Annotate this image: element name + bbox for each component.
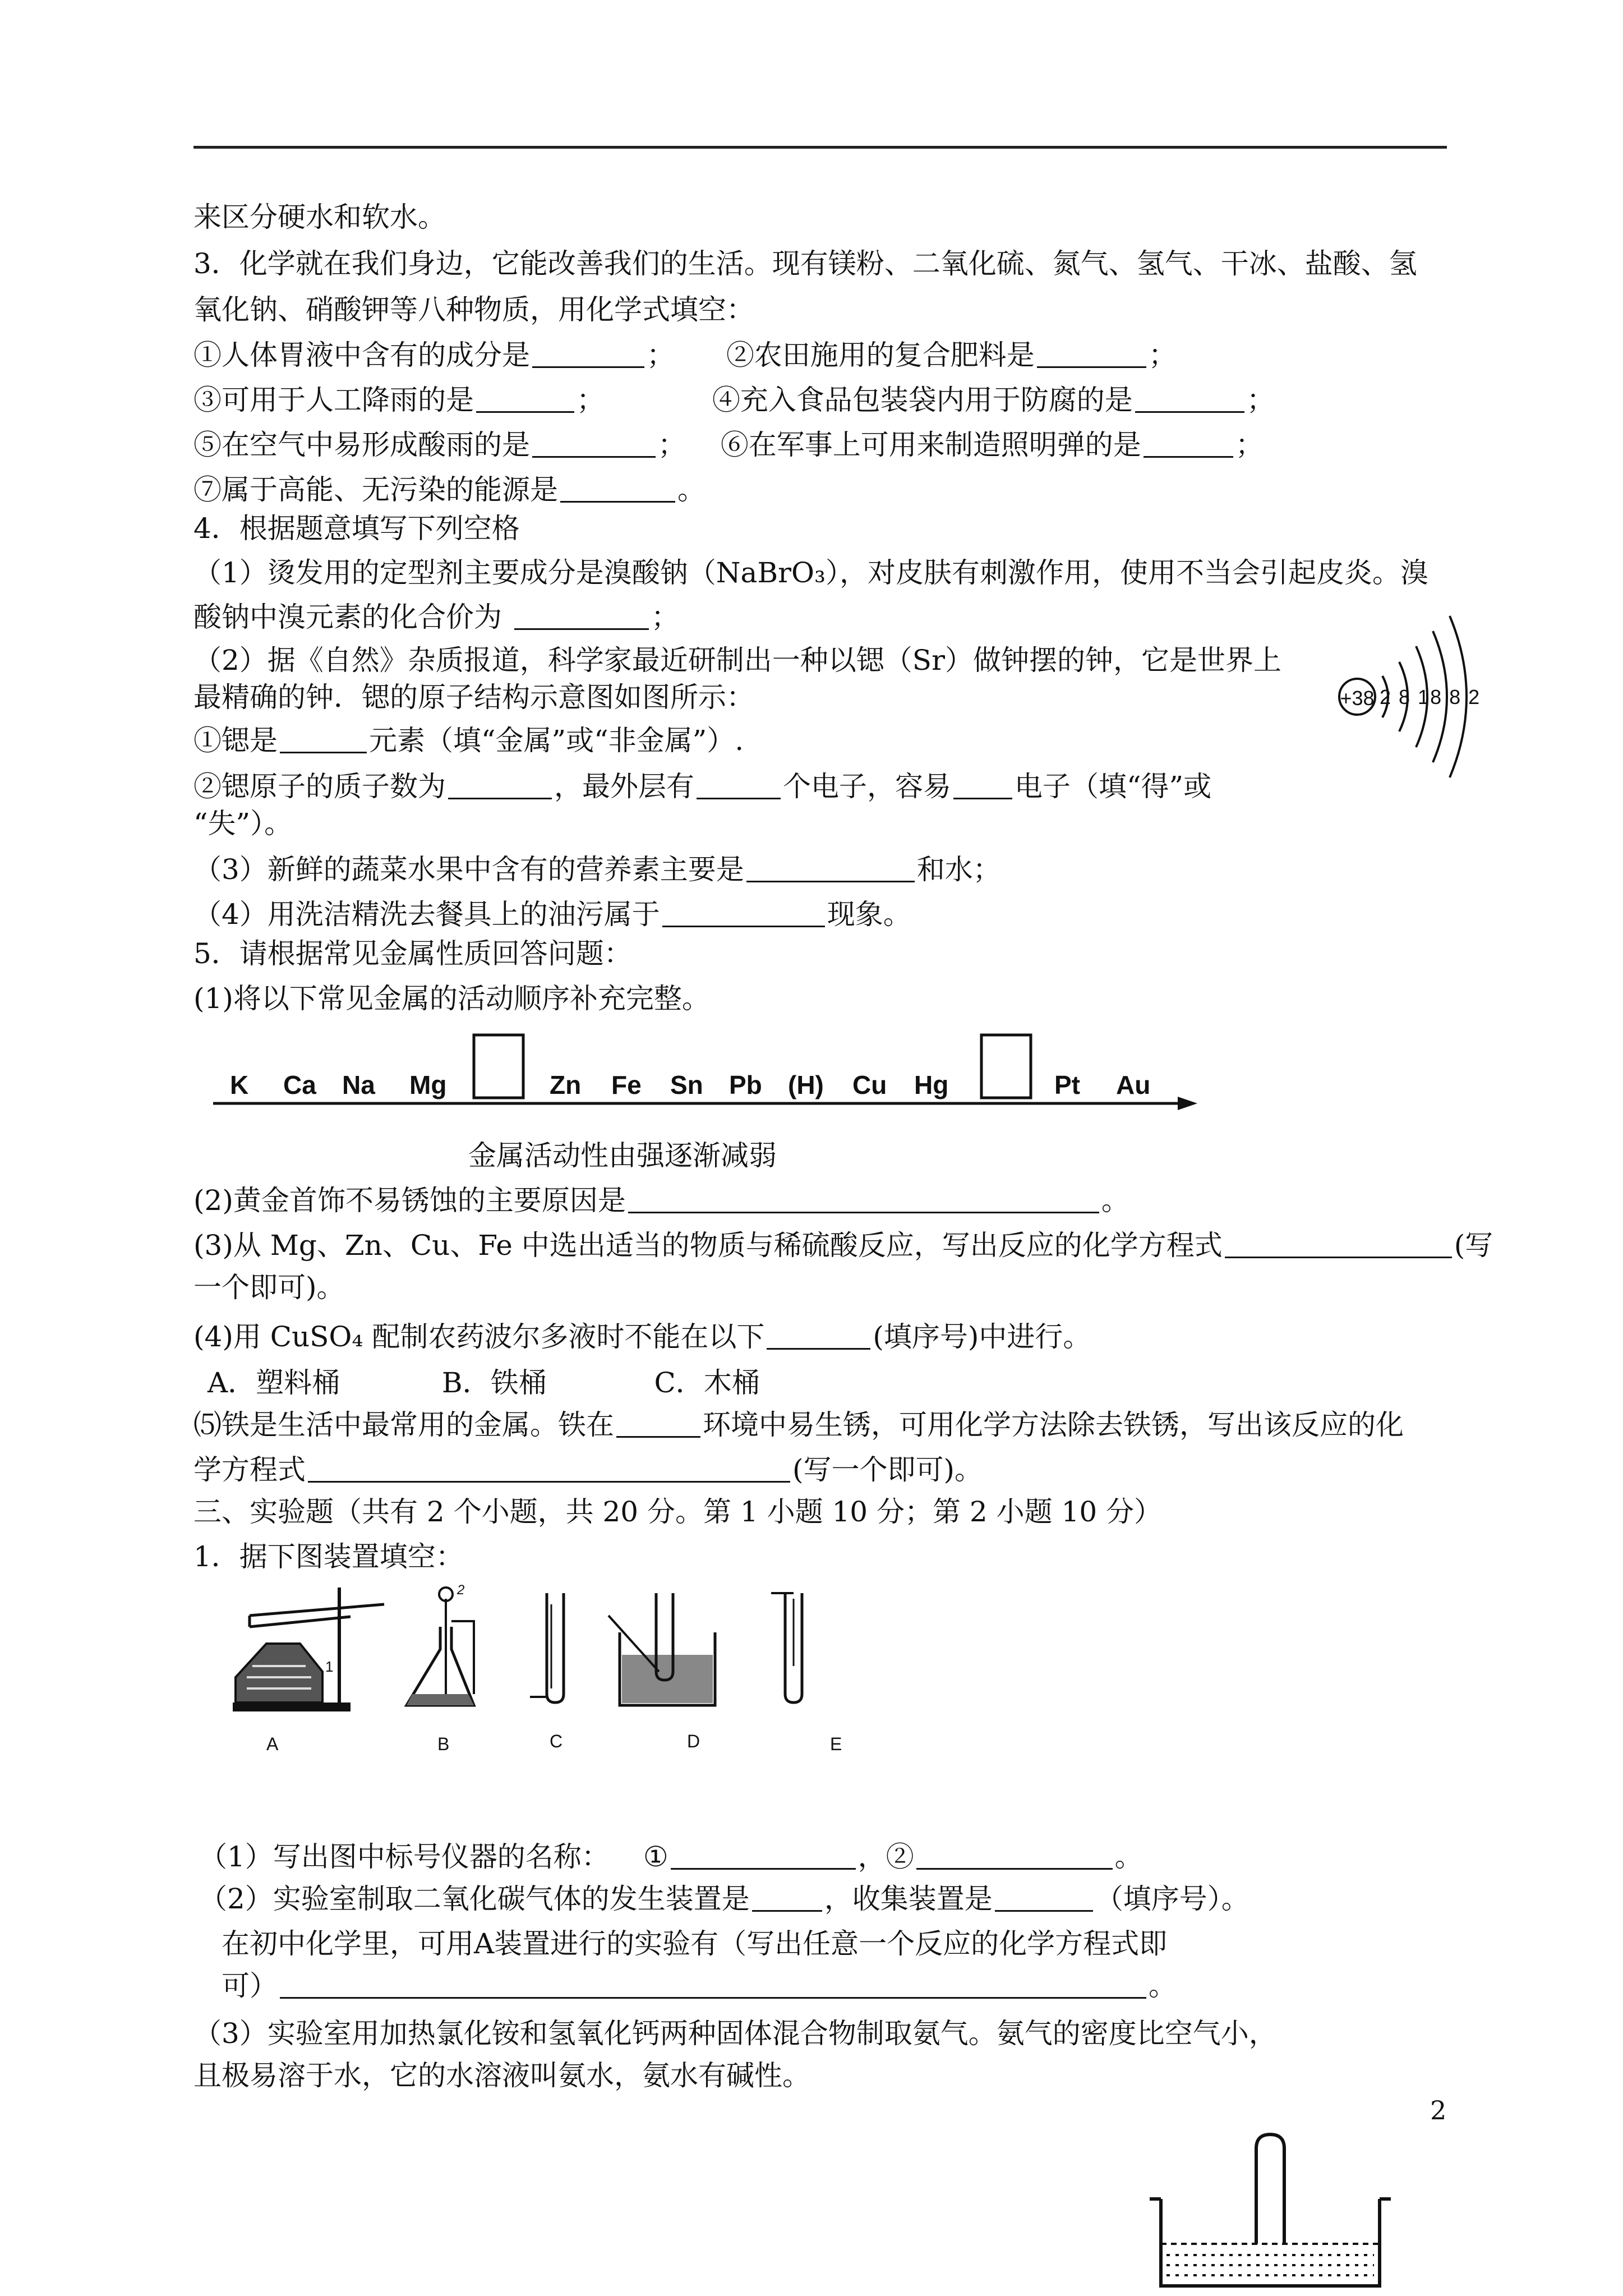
answer-blank[interactable] [697,773,781,799]
apparatus-a [233,1588,384,1711]
text-line: 氧化钠、硝酸钾等八种物质，用化学式填空： [193,293,754,326]
text-line: （2）据《自然》杂质报道，科学家最近研制出一种以锶（Sr）做钟摆的钟，它是世界上 [193,644,1281,677]
q3-item-3-4: ③可用于人工降雨的是 ； ④充入食品包装袋内用于防腐的是 ； [193,384,1275,416]
text-line: 来区分硬水和软水。 [193,201,446,233]
metal-symbol: (H) [788,1070,824,1099]
answer-blank[interactable] [953,773,1012,799]
answer-blank[interactable] [476,386,574,413]
q5-2-line: (2)黄金首饰不易锈蚀的主要原因是 。 [193,1184,1129,1217]
q5-5-line: ⑸铁是生活中最常用的金属。铁在 环境中易生锈，可用化学方法除去铁锈，写出该反应的化 [193,1409,1404,1441]
text-line: （1）烫发用的定型剂主要成分是溴酸钠（NaBrO₃），对皮肤有刺激作用，使用不当会引起皮炎。溴 [193,556,1429,589]
apparatus-label-c: C [550,1731,563,1751]
shell-electron-counts: 2 8 18 8 2 [1380,685,1481,708]
apparatus-label-d: D [687,1731,700,1751]
apparatus-mark-1: 1 [325,1658,334,1675]
q5-3-line: (3)从 Mg、Zn、Cu、Fe 中选出适当的物质与稀硫酸反应，写出反应的化学方程式 (写 [193,1229,1493,1262]
question-4-stem: 4．根据题意填写下列空格 [193,512,520,545]
page-number: 2 [1430,2095,1447,2125]
question-3-stem: 3．化学就在我们身边，它能改善我们的生活。现有镁粉、二氧化硫、氮气、氢气、干冰、盐酸、氢 [193,247,1417,280]
text-line: 最精确的钟．锶的原子结构示意图如图所示： [193,681,754,714]
lab-q1-line: （1）写出图中标号仪器的名称： ① ，② 。 [199,1841,1143,1873]
metal-blank-box[interactable] [474,1035,523,1098]
header-rule [193,146,1447,149]
answer-blank[interactable] [995,1885,1093,1912]
answer-blank[interactable] [532,431,656,458]
metal-symbol: Pt [1054,1070,1080,1099]
answer-blank[interactable] [560,476,675,503]
answer-blank[interactable] [1225,1232,1452,1258]
metal-symbol: Fe [611,1070,642,1099]
apparatus-label-a: A [266,1734,279,1754]
q4-4-line: （4）用洗洁精洗去餐具上的油污属于 现象。 [193,898,911,931]
section-3-heading: 三、实验题（共有 2 个小题，共 20 分。第 1 小题 10 分；第 2 小题 10 分） [193,1496,1163,1528]
series-arrowhead [1178,1097,1197,1110]
metal-symbol: Hg [914,1070,949,1099]
apparatus-d [608,1593,715,1705]
q5-4-options [208,1366,760,1400]
metal-symbol: Na [342,1070,375,1099]
metal-symbol: Au [1116,1070,1151,1099]
q3-item-5-6: ⑤在空气中易形成酸雨的是 ； ⑥在军事上可用来制造照明弹的是 ； [193,429,1264,461]
metal-symbol: Sn [670,1070,703,1099]
text-line: “失”）。 [193,807,293,840]
apparatus-label-e: E [830,1734,842,1754]
metal-symbol: Pb [729,1070,762,1099]
text-line: 1．据下图装置填空： [193,1540,464,1573]
q4-2-item-2: ②锶原子的质子数为 ，最外层有 个电子，容易 电子（填“得”或 [193,770,1212,803]
answer-blank[interactable] [1135,386,1244,413]
apparatus-b [407,1582,474,1705]
option-c[interactable]: C．木桶 [654,1366,760,1399]
q4-2-item-1: ①锶是 元素（填“金属”或“非金属”）. [193,724,744,757]
apparatus-label-b: B [437,1734,450,1754]
answer-blank[interactable] [280,727,367,753]
nucleus-charge: +38 [1340,687,1375,710]
strontium-atom-diagram [1324,606,1486,791]
answer-blank[interactable] [746,856,915,882]
answer-blank[interactable] [1037,342,1146,368]
apparatus-mark-2: 2 [457,1582,465,1598]
metal-symbol: Zn [550,1070,582,1099]
answer-blank[interactable] [671,1843,856,1870]
metal-blank-box[interactable] [981,1035,1031,1098]
text-line: (1)将以下常见金属的活动顺序补充完整。 [193,982,710,1015]
option-b[interactable]: B．铁桶 [441,1366,547,1399]
lab-apparatus-figure [216,1582,911,1767]
answer-blank[interactable] [308,1456,790,1483]
series-caption: 金属活动性由强逐渐减弱 [468,1139,777,1172]
q3-item-1-2: ①人体胃液中含有的成分是 ； ②农田施用的复合肥料是 ； [193,339,1177,371]
answer-blank[interactable] [616,1411,700,1438]
option-a[interactable]: A．塑料桶 [208,1366,340,1399]
question-5-stem: 5．请根据常见金属性质回答问题： [193,937,632,970]
answer-blank[interactable] [752,1885,822,1912]
metal-symbol: Mg [409,1070,447,1099]
answer-blank[interactable] [662,901,825,927]
answer-blank[interactable] [448,773,552,799]
q5-4-line: (4)用 CuSO₄ 配制农药波尔多液时不能在以下 (填序号)中进行。 [193,1320,1091,1353]
answer-blank[interactable] [532,342,644,368]
answer-blank[interactable] [628,1187,1099,1213]
apparatus-c [530,1593,564,1703]
answer-blank[interactable] [916,1843,1113,1870]
q3-item-7: ⑦属于高能、无污染的能源是 。 [193,473,706,506]
text-line: 在初中化学里，可用A装置进行的实验有（写出任意一个反应的化学方程式即 [222,1927,1168,1960]
metal-symbol: Cu [852,1070,887,1099]
answer-blank[interactable] [1144,431,1233,458]
text-line: 且极易溶于水，它的水溶液叫氨水，氨水有碱性。 [193,2059,810,2092]
apparatus-e [771,1593,802,1703]
lab-q2-answer-line: 可） 。 [222,1970,1177,2002]
text-line: 一个即可)。 [193,1271,345,1304]
lab-q2-line: （2）实验室制取二氧化碳气体的发生装置是 ，收集装置是 （填序号）。 [199,1883,1249,1915]
metal-activity-series [213,1027,1200,1111]
q4-1-answer-line: 酸钠中溴元素的化合价为 ； [193,601,679,633]
answer-blank[interactable] [767,1323,870,1350]
text-line: （3）实验室用加热氯化铵和氢氧化钙两种固体混合物制取氨气。氨气的密度比空气小， [193,2017,1277,2050]
q5-5-line-2: 学方程式 (写一个即可)。 [193,1453,983,1486]
metal-symbol: Ca [283,1070,316,1099]
ammonia-collection-figure [1144,2132,1402,2294]
answer-blank[interactable] [514,604,649,630]
q4-3-line: （3）新鲜的蔬菜水果中含有的营养素主要是 和水； [193,853,1001,886]
answer-blank[interactable] [280,1972,1146,1999]
metal-symbol: K [230,1070,249,1099]
